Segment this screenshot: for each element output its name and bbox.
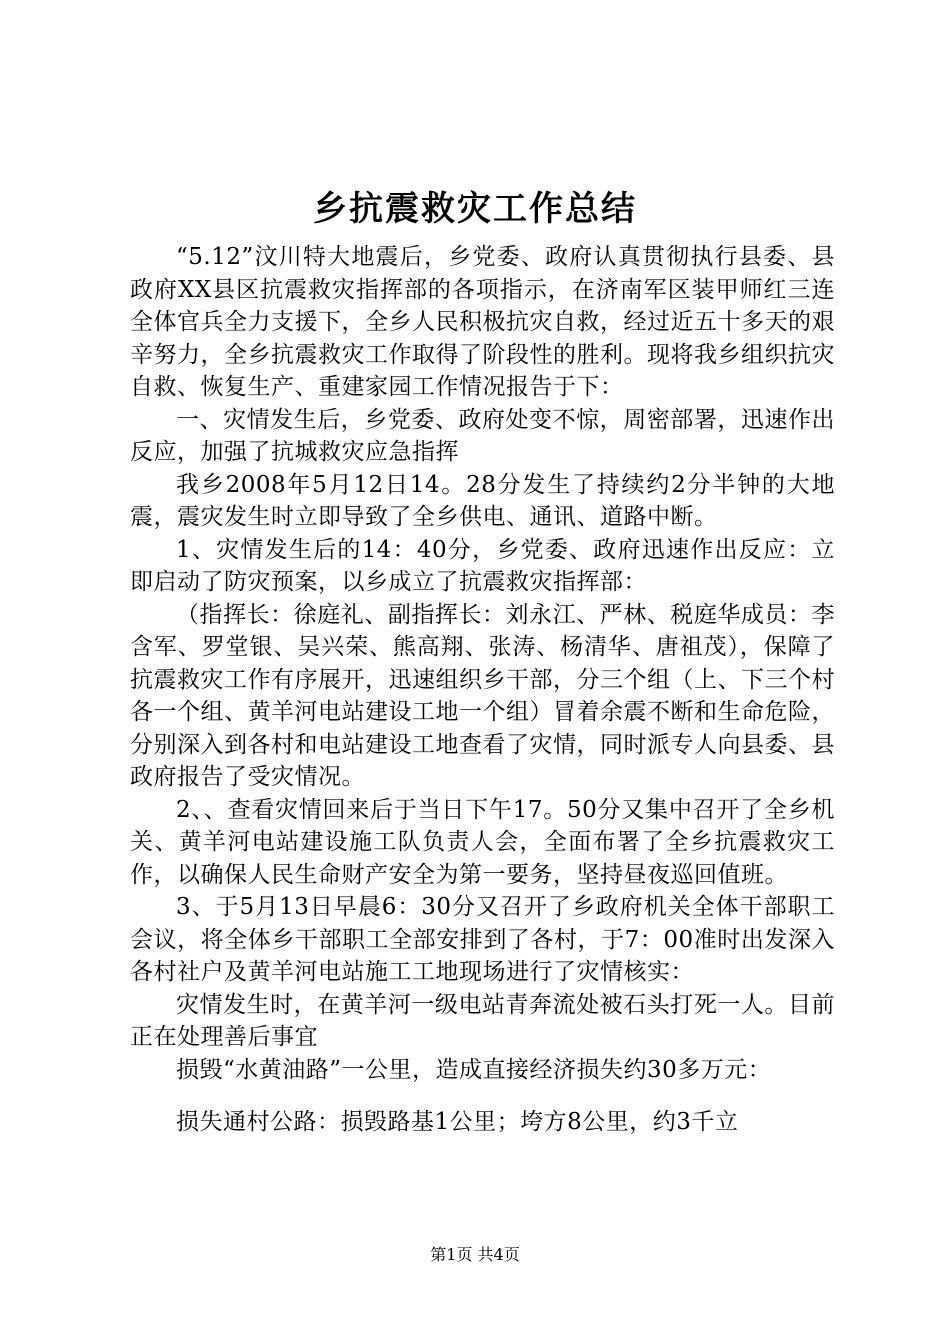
paragraph-response-3: 3、于5月13日早晨6：30分又召开了乡政府机关全体干部职工会议，将全体乡干部职工全部安排到了各村，于7：00准时出发深入各村社户及黄羊河电站施工工地现场进行了灾情核实： — [130, 894, 835, 985]
paragraph-earthquake-time: 我乡2008年5月12日14。28分发生了持续约2分半钟的大地震，震灾发生时立即导致了全乡供电、通讯、道路中断。 — [130, 471, 835, 530]
paragraph-section-1-heading: 一、灾情发生后，乡党委、政府处变不惊，周密部署，迅速作出反应，加强了抗城救灾应急指挥 — [130, 406, 835, 465]
paragraph-command-members: （指挥长：徐庭礼、副指挥长：刘永江、严林、税庭华成员：李含军、罗堂银、吴兴荣、熊高翔、张涛、杨清华、唐祖茂），保障了抗震救灾工作有序展开，迅速组织乡干部，分三个组（上、下三个村各一个组、黄羊河电站建设工地一个组）冒着余震不断和生命危险，分别深入到各村和电站建设工地查看了灾情，同时派专人向县委、县政府报告了受灾情况。 — [130, 601, 835, 790]
paragraph-road-damage: 损毁“水黄油路”一公里，造成直接经济损失约30多万元： — [176, 1056, 772, 1083]
paragraph-response-1: 1、灾情发生后的14：40分，乡党委、政府迅速作出反应：立即启动了防灾预案，以乡成立了抗震救灾指挥部： — [130, 536, 835, 595]
document-title: 乡抗震救灾工作总结 — [313, 189, 637, 229]
paragraph-casualty: 灾情发生时，在黄羊河一级电站青奔流处被石头打死一人。目前正在处理善后事宜 — [130, 991, 835, 1050]
paragraph-intro: “5.12”汶川特大地震后，乡党委、政府认真贯彻执行县委、县政府XX县区抗震救灾指挥部的各项指示，在济南军区装甲师红三连全体官兵全力支援下，全乡人民积极抗灾自救，经过近五十多天的艰辛努力，全乡抗震救灾工作取得了阶段性的胜利。现将我乡组织抗灾自救、恢复生产、重建家园工作情况报告于下： — [130, 244, 835, 400]
paragraph-response-2: 2、、查看灾情回来后于当日下午17。50分又集中召开了全乡机关、黄羊河电站建设施工队负责人会，全面布署了全乡抗震救灾工作，以确保人民生命财产安全为第一要务，坚持昼夜巡回值班。 — [130, 796, 835, 888]
paragraph-village-road-loss: 损失通村公路：损毁路基1公里；垮方8公里，约3千立 — [176, 1109, 739, 1135]
document-body — [130, 241, 835, 1139]
page-number-footer: 第1页 共4页 — [430, 1245, 520, 1264]
